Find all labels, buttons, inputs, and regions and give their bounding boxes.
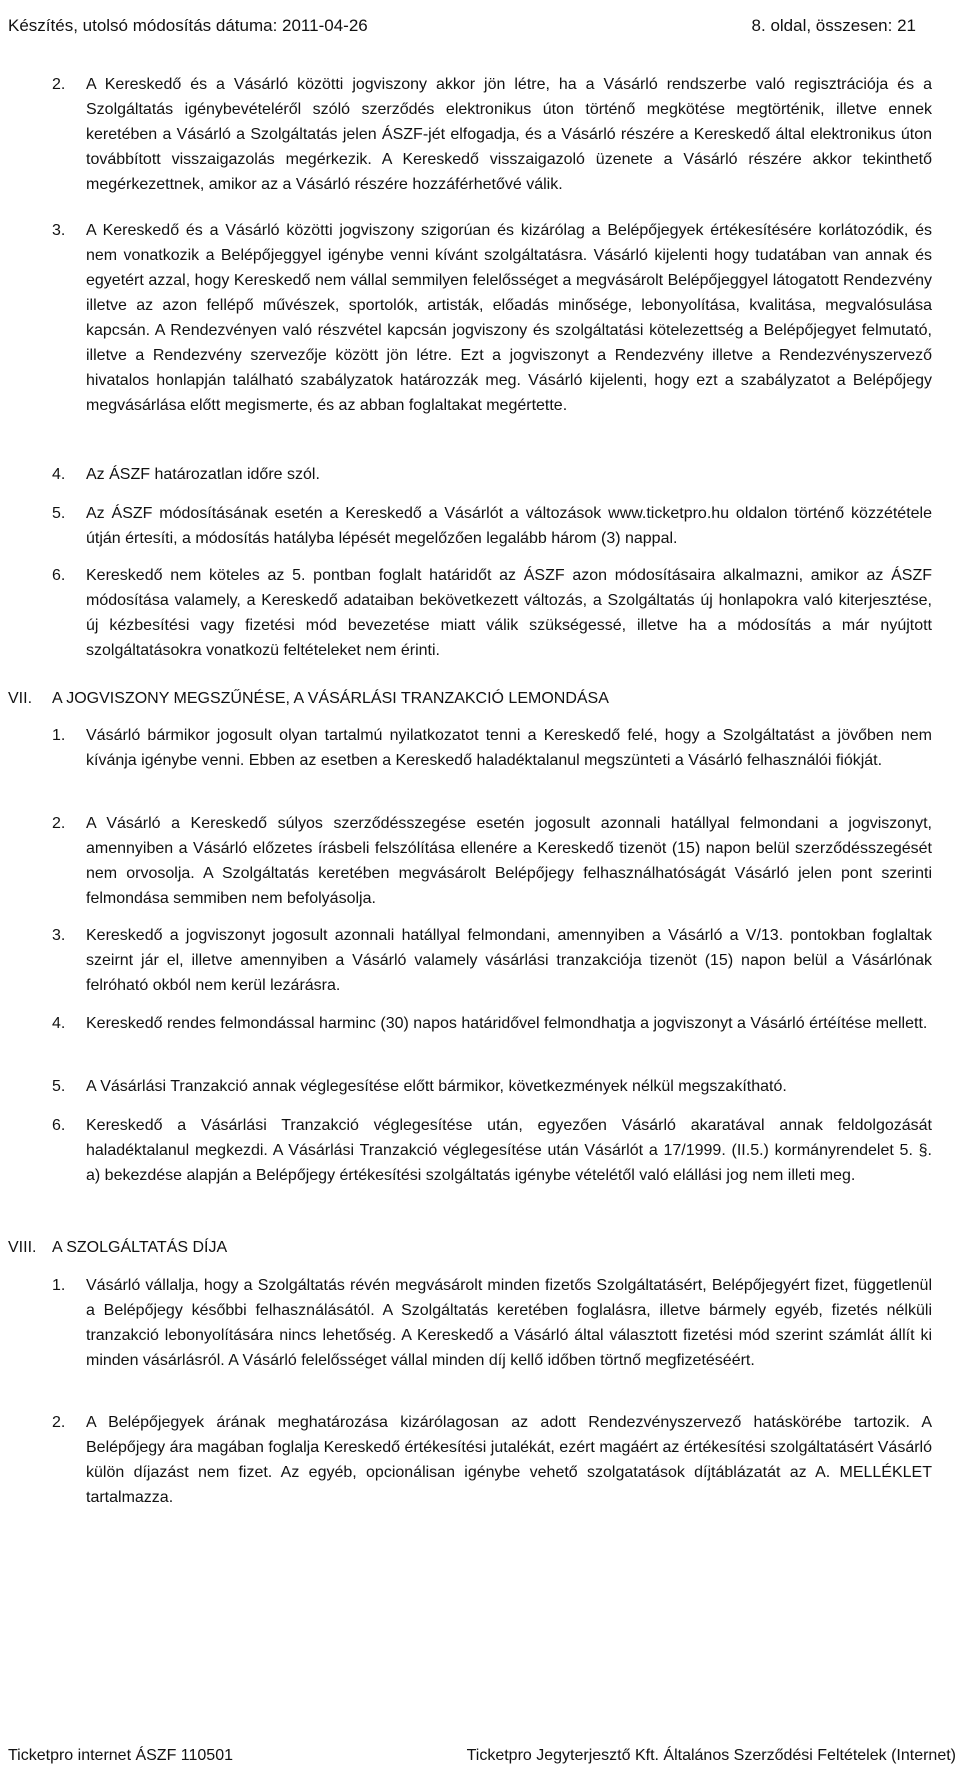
item-text: Vásárló vállalja, hogy a Szolgáltatás révén megvásárolt minden fizetős Szolgáltatásért, Belépőjegyért fizet, függetlenül a Belépőjegy későbbi felhasználásától. A Szolgáltatás keretében foglalásra, illetve bármely egyéb, fizetés nélküli tranzakció lebonyolítására nincs lehetőség. A Kereskedő a Vásárló által választott fizetési mód szerint számlát állít ki minden vásárlásról. A Vásárló felelősséget vállal minden díj kellő időben törtnő megfizetéséért. — [86, 1277, 932, 1369]
list-item — [52, 1113, 932, 1188]
list-item — [52, 811, 932, 911]
item-number: 1. — [52, 727, 66, 744]
section-title: A SZOLGÁLTATÁS DÍJA — [52, 1239, 228, 1256]
header-page-number: 8. oldal, összesen: 21 — [751, 16, 916, 35]
list-item — [52, 723, 932, 773]
footer-document-title: Ticketpro Jegyterjesztő Kft. Általános Szerződési Feltételek (Internet) — [466, 1747, 956, 1764]
item-text: A Belépőjegyek árának meghatározása kizárólagosan az adott Rendezvényszervező hatáskörébe tartozik. A Belépőjegy ára magában foglalja Kereskedő értékesítési jutalékát, ezért magáért az értékesítési szolgáltatásért Vásárló külön díjazást nem fizet. Az egyéb, opcionálisan igénybe vehető szolgatatások díjtáblázatát az A. MELLÉKLET tartalmazza. — [86, 1414, 932, 1506]
header-creation-date: Készítés, utolsó módosítás dátuma: 2011-04-26 — [8, 16, 368, 35]
list-item — [52, 462, 932, 487]
item-text: Kereskedő nem köteles az 5. pontban foglalt határidőt az ÁSZF azon módosításaira alkalmazni, amikor az ÁSZF módosítása valamely, a Kereskedő adataiban bekövetkezett változás, a Szolgáltatás új honlapokra való kiterjesztése, új kézbesítési vagy fizetési mód bevezetése miatt válik szükségessé, illetve ha a módosítás a már nyújtott szolgáltatásokra vonatkozü feltételeket nem érinti. — [86, 567, 932, 659]
list-item — [52, 1410, 932, 1510]
item-text: Kereskedő a Vásárlási Tranzakció véglegesítése után, egyezően Vásárló akaratával annak feldolgozását haladéktalanul megkezdi. A Vásárlási Tranzakció véglegesítése után Vásárlót a 17/1999. (II.5.) kormányrendelet 5. §. a) bekezdése alapján a Belépőjegy értékesítési szolgáltatás igénybe vételétől való elállási jog nem illeti meg. — [86, 1117, 932, 1184]
item-number: 2. — [52, 76, 66, 93]
item-number: 5. — [52, 505, 66, 522]
item-text: A Vásárló a Kereskedő súlyos szerződésszegése esetén jogosult azonnali hatállyal felmondani a jogviszonyt, amennyiben a Vásárló előzetes írásbeli felszólítása ellenére a Kereskedő tizenöt (15) napon belül szerződésszegését nem orvosolja. A Szolgáltatás keretében megvásárolt Belépőjegy felhasználhatóságát Vásárló jelen pont szerinti felmondása semmiben nem befolyásolja. — [86, 815, 932, 907]
list-item — [52, 1011, 932, 1036]
item-number: 4. — [52, 466, 66, 483]
item-text: Kereskedő a jogviszonyt jogosult azonnali hatállyal felmondani, amennyiben a Vásárló a V/13. pontokban foglaltak szeirnt jár el, illetve amennyiben a Vásárló valamely vásárlási tranzakciója tizenöt (15) napon belül a Vásárlónak felróható okból nem kerül lezárásra. — [86, 927, 932, 994]
list-item — [52, 1273, 932, 1373]
list-item — [52, 563, 932, 663]
list-item — [52, 501, 932, 551]
item-number: 3. — [52, 927, 66, 944]
section-number: VIII. — [8, 1239, 37, 1256]
list-item — [52, 218, 932, 418]
item-text: Vásárló bármikor jogosult olyan tartalmú nyilatkozatot tenni a Kereskedő felé, hogy a Szolgáltatást a jövőben nem kívánja igénybe venni. Ebben az esetben a Kereskedő haladéktalanul megszünteti a Vásárló felhasználói fiókját. — [86, 727, 932, 769]
item-text: A Vásárlási Tranzakció annak véglegesítése előtt bármikor, következmények nélkül megszakítható. — [86, 1078, 787, 1095]
list-item — [52, 1074, 932, 1099]
item-text: A Kereskedő és a Vásárló közötti jogviszony akkor jön létre, ha a Vásárló rendszerbe való regisztrációja és a Szolgáltatás igénybevételéről szóló szerződés elektronikus úton történő megkötése megtörténik, illetve ennek keretében a Vásárló a Szolgáltatás jelen ÁSZF-jét elfogadja, és a Vásárló részére a Kereskedő által elektronikus úton továbbított visszaigazolás megérkezik. A Kereskedő visszaigazoló üzenete a Vásárló részére akkor tekinthető megérkezettnek, amikor az a Vásárló részére hozzáférhetővé válik. — [86, 76, 932, 193]
item-number: 2. — [52, 815, 66, 832]
item-number: 5. — [52, 1078, 66, 1095]
list-item — [52, 72, 932, 197]
item-text: Az ÁSZF határozatlan időre szól. — [86, 466, 320, 483]
section-number: VII. — [8, 690, 33, 707]
item-text: A Kereskedő és a Vásárló közötti jogviszony szigorúan és kizárólag a Belépőjegyek értékesítésére korlátozódik, és nem vonatkozik a Belépőjeggyel igénybe venni kívánt szolgáltatásra. Vásárló kijelenti hogy tudatában van annak és egyetért azzal, hogy Kereskedő nem vállal semmilyen felelősséget a megvásárolt Belépőjeggyel látogatott Rendezvény illetve az azon fellépő művészek, sportolók, artisták, előadás minősége, lebonyolítása, kvalitása, megvalósulása kapcsán. A Rendezvényen való részvétel kapcsán jogviszony és szolgáltatási kötelezettség a Belépőjegyet felmutató, illetve a Rendezvény szervezője között jön létre. Ezt a jogviszonyt a Rendezvény illetve a Rendezvényszervező hivatalos honlapján található szabályzatok határozzák meg. Vásárló kijelenti, hogy ezt a szabályzatot a Belépőjegy megvásárlása előtt megismerte, és az abban foglaltakat megértette. — [86, 222, 932, 414]
item-number: 6. — [52, 567, 66, 584]
item-number: 1. — [52, 1277, 66, 1294]
item-text: Kereskedő rendes felmondással harminc (30) napos határidővel felmondhatja a jogviszonyt a Vásárló értéítése mellett. — [86, 1015, 928, 1032]
item-number: 3. — [52, 222, 66, 239]
footer-document-id: Ticketpro internet ÁSZF 110501 — [8, 1747, 233, 1764]
item-text: Az ÁSZF módosításának esetén a Kereskedő a Vásárlót a változások www.ticketpro.hu oldalon történő közzététele útján értesíti, a módosítás hatályba lépését megelőzően legalább három (3) nappal. — [86, 505, 932, 547]
section-title: A JOGVISZONY MEGSZŰNÉSE, A VÁSÁRLÁSI TRANZAKCIÓ LEMONDÁSA — [52, 690, 609, 707]
item-number: 2. — [52, 1414, 66, 1431]
item-number: 6. — [52, 1117, 66, 1134]
list-item — [52, 923, 932, 998]
item-number: 4. — [52, 1015, 66, 1032]
